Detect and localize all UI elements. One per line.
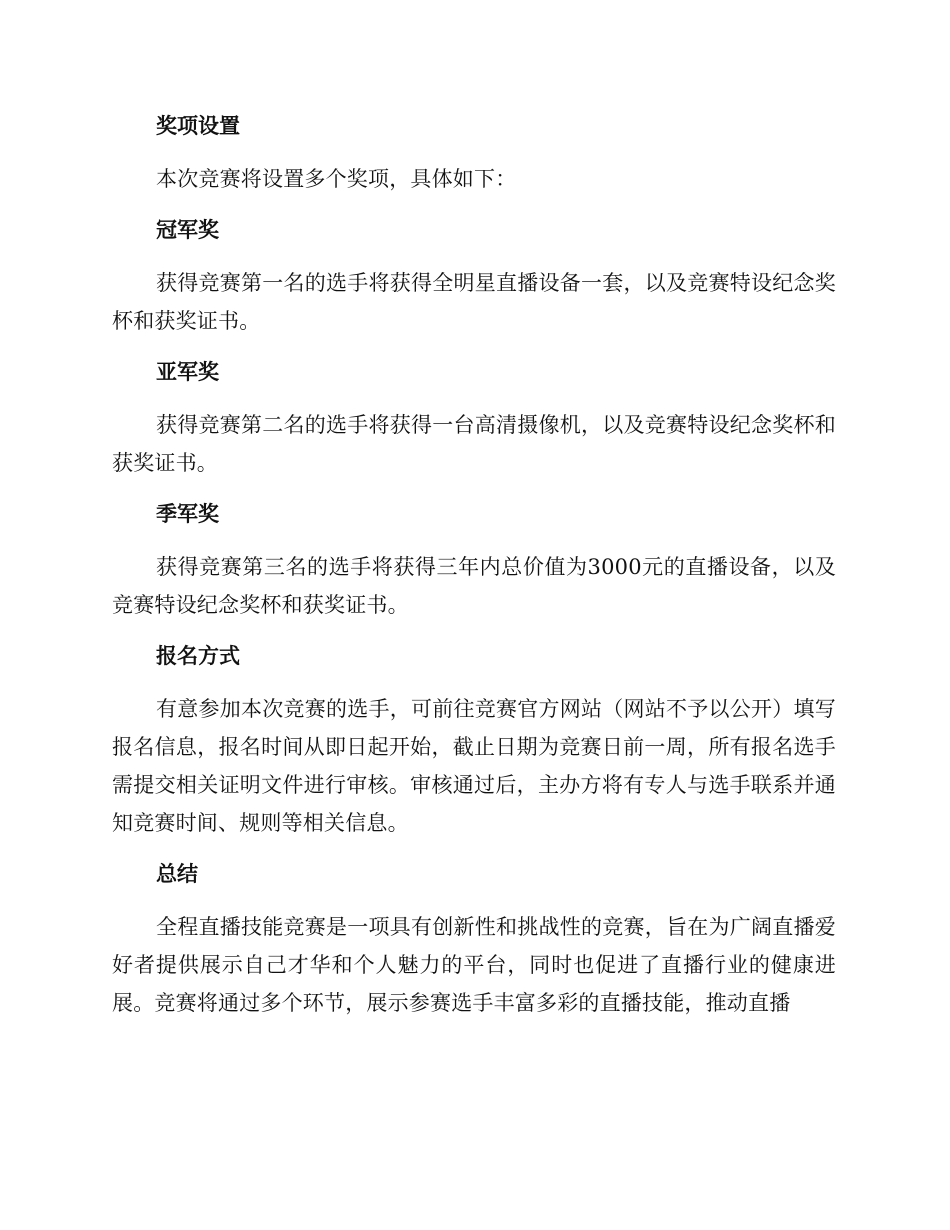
heading-champion: 冠军奖 — [156, 218, 219, 242]
heading-third-place: 季军奖 — [156, 502, 219, 526]
heading-awards: 奖项设置 — [156, 114, 240, 138]
paragraph-registration: 有意参加本次竞赛的选手，可前往竞赛官方网站（网站不予以公开）填写报名信息，报名时间从即日起开始，截止日期为竞赛日前一周，所有报名选手需提交相关证明文件进行审核。审核通过后，主办方将有专人与选手联系并通知竞赛时间、规则等相关信息。 — [112, 697, 836, 835]
paragraph-runner-up: 获得竞赛第二名的选手将获得一台高清摄像机，以及竞赛特设纪念奖杯和获奖证书。 — [112, 413, 836, 475]
heading-summary: 总结 — [156, 862, 198, 886]
paragraph-summary: 全程直播技能竞赛是一项具有创新性和挑战性的竞赛，旨在为广阔直播爱好者提供展示自己才华和个人魅力的平台，同时也促进了直播行业的健康进展。竞赛将通过多个环节，展示参赛选手丰富多彩的直播技能，推动直播 — [112, 915, 836, 1015]
paragraph-third-place: 获得竞赛第三名的选手将获得三年内总价值为3000元的直播设备，以及竞赛特设纪念奖杯和获奖证书。 — [112, 555, 836, 617]
paragraph-champion: 获得竞赛第一名的选手将获得全明星直播设备一套，以及竞赛特设纪念奖杯和获奖证书。 — [112, 271, 836, 333]
document-body — [112, 110, 836, 1022]
heading-registration: 报名方式 — [156, 644, 240, 668]
heading-runner-up: 亚军奖 — [156, 360, 219, 384]
paragraph-awards-intro: 本次竞赛将设置多个奖项，具体如下： — [156, 167, 517, 191]
